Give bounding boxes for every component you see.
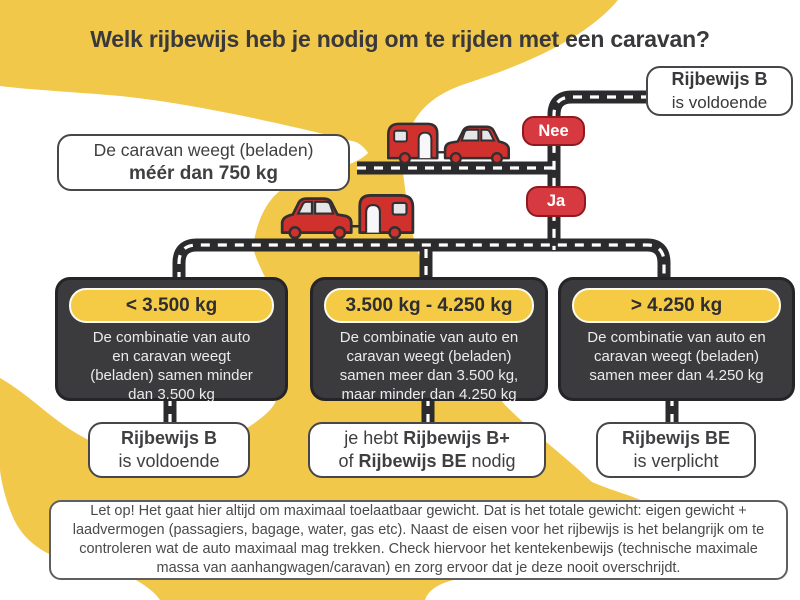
yes-badge: Ja: [526, 186, 586, 217]
result-box-license-be: [596, 422, 756, 478]
result-qualifier: is voldoende: [118, 451, 220, 471]
branch-box-under-3500: [55, 277, 288, 404]
question-line-2: méér dan 750 kg: [129, 162, 278, 184]
branch-description: De combinatie van auto en caravan weegt (beladen) samen meer dan 3.500 kg, maar minder dan 4.250 kg: [339, 329, 519, 404]
car-towing-caravan-illustration-top: [385, 117, 513, 164]
car-icon: [282, 199, 351, 238]
result-box-no-branch: [646, 66, 793, 116]
branch-box-over-4250: [558, 277, 795, 401]
car-towing-caravan-illustration-middle: [277, 188, 417, 239]
result-box-license-b: [88, 422, 250, 478]
branch-box-3500-4250: [310, 277, 548, 404]
branch-description: De combinatie van auto en caravan weegt (beladen) samen minder dan 3.500 kg: [90, 329, 253, 404]
result-license-label: Rijbewijs B+: [403, 427, 510, 448]
caravan-icon: [388, 124, 446, 163]
result-qualifier: is verplicht: [633, 451, 719, 471]
page-title: Welk rijbewijs heb je nodig om te rijden met een caravan?: [90, 26, 710, 52]
result-license-label: Rijbewijs BE: [621, 427, 731, 448]
result-license-label: Rijbewijs B: [671, 69, 768, 90]
weight-range-badge: 3.500 kg - 4.250 kg: [324, 288, 534, 323]
branch-description: De combinatie van auto en caravan weegt (beladen) samen meer dan 4.250 kg: [587, 329, 766, 385]
question-box: [57, 134, 350, 191]
disclaimer-note: Let op! Het gaat hier altijd om maximaal toelaatbaar gewicht. Dat is het totale gewicht: eigen gewicht + laadvermogen (passagiers, bagage, water, gas etc). Naast de eisen voor het rijbewijs is het belangrijk om te controleren wat de auto maximaal mag trekken. Check hiervoor het kentekenbewijs (technische maximale massa van aanhangwagen/caravan) en zorg ervoor dat je deze nooit overschrijdt.: [49, 500, 788, 580]
weight-range-badge: > 4.250 kg: [572, 288, 781, 323]
result-qualifier: is voldoende: [671, 92, 768, 112]
result-license-label: Rijbewijs BE: [358, 451, 467, 471]
weight-range-badge: < 3.500 kg: [69, 288, 274, 323]
caravan-icon: [350, 195, 413, 238]
question-line-1: De caravan weegt (beladen): [93, 139, 314, 160]
result-license-label: Rijbewijs B: [120, 427, 218, 448]
result-box-license-bplus-or-be: je hebt Rijbewijs B+ of Rijbewijs BE nodig: [308, 422, 546, 478]
car-icon: [445, 127, 509, 163]
no-badge: Nee: [522, 116, 585, 146]
